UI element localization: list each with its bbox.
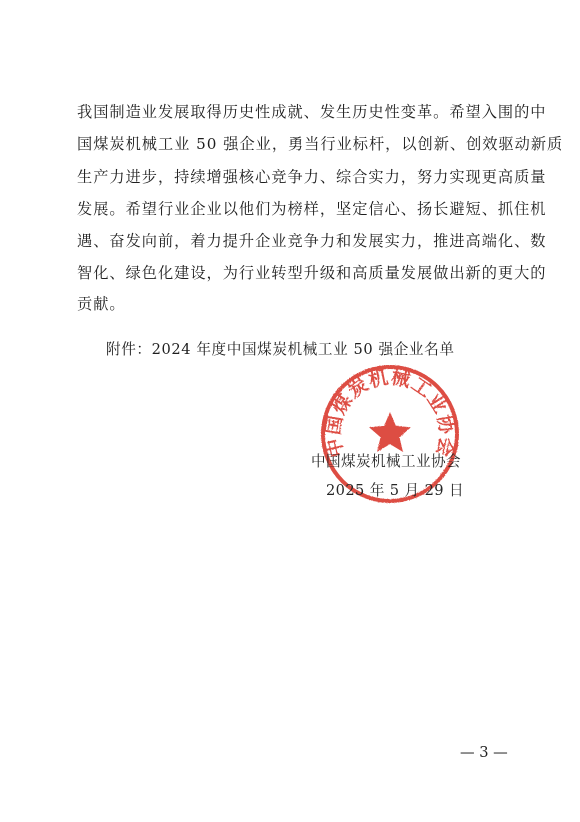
body-line-6: 智化、绿色化建设，为行业转型升级和高质量发展做出新的更大的 bbox=[77, 264, 547, 282]
seal-star-icon bbox=[369, 412, 411, 452]
signature-date: 2025 年 5 月 29 日 bbox=[326, 482, 464, 499]
signature-organization: 中国煤炭机械工业协会 bbox=[311, 453, 461, 470]
body-line-7: 贡献。 bbox=[77, 295, 126, 313]
attachment-line: 附件：2024 年度中国煤炭机械工业 50 强企业名单 bbox=[106, 341, 455, 358]
body-line-2: 国煤炭机械工业 50 强企业，勇当行业标杆，以创新、创效驱动新质 bbox=[77, 135, 564, 153]
body-line-3: 生产力进步，持续增强核心竞争力、综合实力，努力实现更高质量 bbox=[77, 168, 547, 186]
body-line-1: 我国制造业发展取得历史性成就、发生历史性变革。希望入围的中 bbox=[77, 103, 547, 121]
page-number: — 3 — bbox=[460, 744, 508, 761]
body-line-5: 遇、奋发向前，着力提升企业竞争力和发展实力，推进高端化、数 bbox=[77, 232, 547, 250]
body-line-4: 发展。希望行业企业以他们为榜样，坚定信心、扬长避短、抓住机 bbox=[77, 200, 547, 218]
seal-text: 中国煤炭机械工业协会 bbox=[322, 366, 458, 460]
